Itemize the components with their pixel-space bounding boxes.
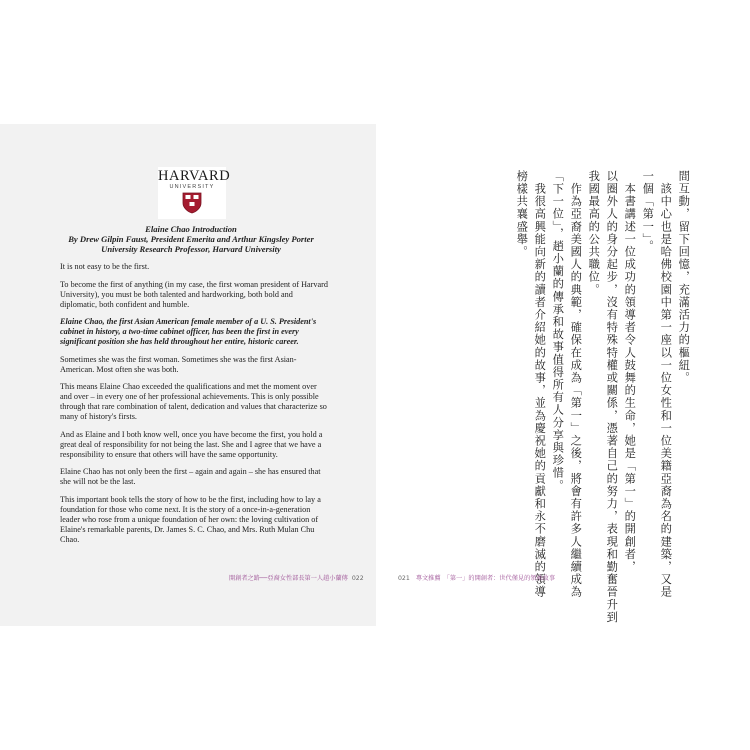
intro-title: Elaine Chao Introduction: [145, 224, 237, 234]
page-number: 022: [351, 575, 364, 582]
text-column: 一個「第一」。: [641, 170, 655, 253]
right-page: [376, 124, 750, 626]
right-footer: [398, 573, 555, 582]
logo-wordmark: HARVARD: [158, 168, 231, 184]
text-column: 該中心也是哈佛校園中第一座以一位女性和一位美籍亞裔為名的建築，又是: [659, 170, 673, 599]
text-column: 本書講述一位成功的領導者令人鼓舞的生命，她是「第一」的開創者，: [623, 170, 637, 574]
logo-subtitle: UNIVERSITY: [169, 184, 215, 190]
text-column: 「下一位」，趙小蘭的傳承和故事值得所有人分享與珍惜。: [551, 170, 565, 492]
page-number: 021: [398, 575, 410, 582]
paragraph: This means Elaine Chao exceeded the qualifications and met the moment over and over – in every one of her professional achievements. This is only possible through that rare combination of talent, dedication and values that characterize so many of history's firsts.: [60, 382, 327, 421]
paragraph: This important book tells the story of how to be the first, including how to lay a foundation for those who come next. It is the story of a once-in-a-generation leader who rose from a unique foundation of her own: the loving cultivation of Elaine's remarkable parents, Dr. James S. C. Chao, and Mrs. Ruth Mulan Chu Chao.: [60, 494, 321, 544]
paragraph: Elaine Chao has not only been the first – again and again – she has ensured that she will not be the last.: [60, 467, 321, 486]
text-column: 作為亞裔美國人的典範，確保在成為「第一」之後，將會有許多人繼續成為: [569, 170, 583, 599]
text-column: 間互動，留下回憶，充滿活力的樞紐。: [677, 170, 691, 385]
intro-byline: By Drew Gilpin Faust, President Emerita and Arthur Kingsley Porter University Research Professor, Harvard University: [68, 234, 314, 254]
paragraph: Sometimes she was the first woman. Sometimes she was the first Asian-American. Most often she was both.: [60, 354, 297, 374]
introduction-heading: [60, 224, 322, 254]
harvard-shield-icon: [182, 192, 202, 214]
paragraph: And as Elaine and I both know well, once you have become the first, you hold a great deal of responsibility for not being the last. She and I agree that we have a responsibility to ensure that others will have the same opportunity.: [60, 429, 323, 459]
text-column: 我很高興能向新的讀者介紹她的故事，並為慶祝她的貢獻和永不磨滅的領導: [533, 170, 547, 599]
left-footer: [229, 573, 364, 582]
paragraph: It is not easy to be the first.: [60, 262, 150, 271]
running-title: 開創者之路──亞裔女性部長第一人趙小蘭傳: [229, 575, 348, 582]
paragraph: To become the first of anything (in my case, the first woman president of Harvard University), you must be both talented and hardworking, both bold and diplomatic, both confident and humble.: [60, 279, 328, 309]
text-column: 我國最高的公共職位。: [587, 170, 601, 296]
paragraph-emphasis: Elaine Chao, the first Asian American female member of a U. S. President's cabinet in history, a two-time cabinet officer, has been the first in every significant position she has held throughout her entire, historic career.: [60, 317, 317, 346]
text-column: 榜樣共襄盛舉。: [515, 170, 529, 259]
running-title: 專文推薦 「第一」的開創者：世代僅見的領袖故事: [415, 575, 556, 582]
text-column: 以圈外人的身分起步，沒有特殊特權或關係，憑著自己的努力，表現和勤奮晉升到: [605, 170, 619, 624]
harvard-logo: [158, 167, 231, 219]
intro-body: [60, 262, 328, 552]
left-page: [0, 124, 376, 626]
